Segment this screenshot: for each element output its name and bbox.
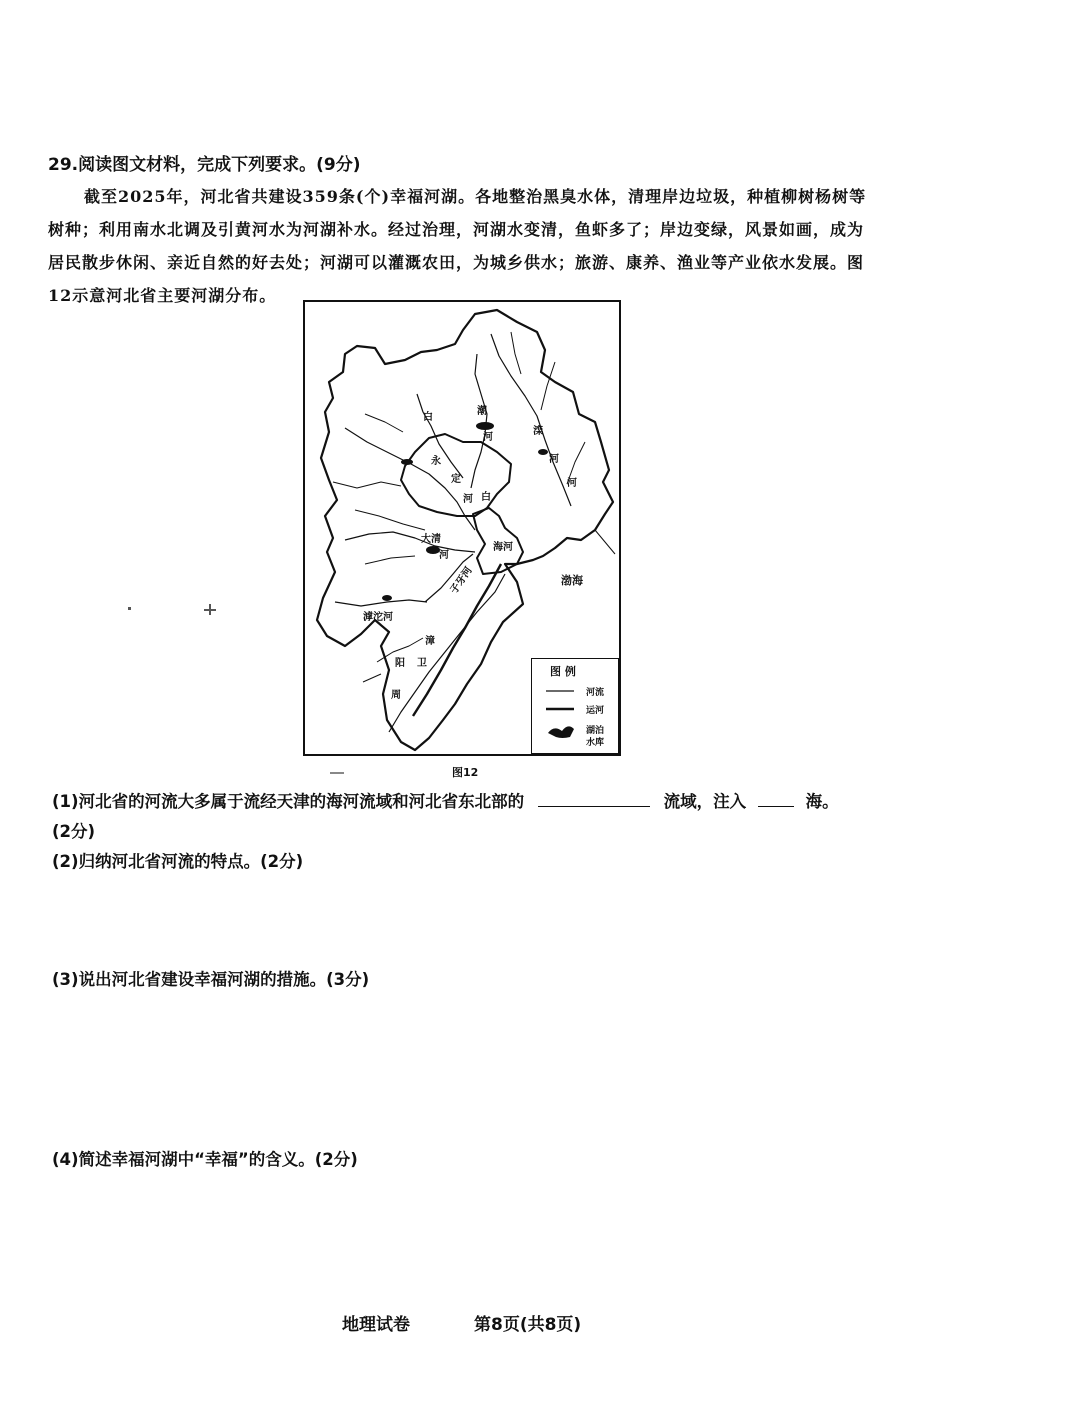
river-chao — [471, 354, 487, 488]
coastline-detail — [595, 530, 615, 554]
q1-text-c: 海。 — [805, 792, 839, 811]
legend-reservoir: 水库 — [586, 738, 605, 748]
river-luan — [491, 334, 571, 506]
map-label-yang: 阳 — [395, 658, 405, 669]
reservoir-gangnan — [382, 595, 392, 601]
map-label-daqing: 大清 — [421, 534, 441, 545]
river-zhangwei — [389, 574, 505, 732]
river-daqing — [345, 532, 475, 552]
legend-title: 图 例 — [550, 665, 576, 678]
map-legend — [531, 658, 619, 754]
map-label-he2: 河 — [549, 454, 559, 465]
footer-page: 第8页(共8页) — [474, 1315, 582, 1335]
footer-subject: 地理试卷 — [342, 1315, 410, 1335]
sub-question-4: (4)简述幸福河湖中“幸福”的含义。(2分) — [52, 1150, 358, 1169]
map-label-chao: 潮 — [477, 406, 487, 417]
map-label-he3: 河 — [567, 478, 577, 489]
sub-question-1-score: (2分) — [52, 822, 96, 841]
legend-lake: 湖泊 — [586, 726, 605, 736]
river-fuyang — [363, 638, 423, 682]
paragraph-text: 截至2025年，河北省共建设359条(个)幸福河湖。各地整治黑臭水体，清理岸边垃圾，种植柳树杨树等树种；利用南水北调及引黄河水为河湖补水。经过治理，河湖水变清，鱼虾多了；岸边变绿，风景如画，成为居民散步休闲、亲近自然的好去处；河湖可以灌溉农田，为城乡供水；旅游、康养、渔业等产业依水发展。图12示意河北省主要河湖分布。 — [48, 187, 867, 305]
q1-text-a: (1)河北省的河流大多属于流经天津的海河流域和河北省东北部的 — [52, 792, 525, 811]
hebei-river-map — [303, 300, 621, 756]
map-label-bai: 白 — [423, 412, 433, 423]
map-label-he5: 河 — [439, 550, 449, 561]
map-label-zhang: 漳 — [425, 636, 435, 647]
sub-question-3: (3)说出河北省建设幸福河湖的措施。(3分) — [52, 970, 370, 989]
reservoir-panjiakou — [538, 449, 548, 455]
sub-question-1 — [52, 788, 839, 812]
legend-canal: 运河 — [586, 706, 605, 716]
question-heading: 29.阅读图文材料，完成下列要求。(9分) — [48, 155, 361, 175]
map-label-ding: 定 — [451, 474, 461, 485]
map-label-bohai: 渤海 — [561, 574, 583, 587]
scan-speck — [128, 607, 131, 610]
figure-caption: 图12 — [452, 766, 479, 779]
scan-speck — [209, 604, 211, 615]
q1-blank-basin[interactable] — [538, 792, 650, 807]
map-label-he4: 河 — [463, 494, 473, 505]
map-label-hutuohe: 滹沱河 — [363, 612, 393, 623]
reservoir-guanting — [401, 459, 413, 465]
map-label-wei: 卫 — [417, 658, 427, 669]
river-yongding-branch — [333, 414, 403, 488]
map-label-ziyahe: 子牙河 — [448, 565, 475, 597]
map-label-luan: 滦 — [533, 426, 543, 437]
sub-question-2: (2)归纳河北省河流的特点。(2分) — [52, 852, 304, 871]
scan-speck — [330, 772, 344, 774]
legend-symbols — [532, 659, 620, 755]
river-hutuo — [335, 600, 427, 606]
q1-text-b: 流域，注入 — [663, 792, 747, 811]
question-paragraph — [48, 180, 878, 312]
legend-river: 河流 — [586, 688, 605, 698]
lake-baiyangdian — [426, 546, 440, 554]
q1-blank-sea[interactable] — [758, 792, 794, 807]
map-label-haihe: 海河 — [493, 542, 513, 553]
map-label-zhou: 周 — [391, 690, 401, 701]
map-label-he1: 河 — [483, 432, 493, 443]
map-label-bai2: 白 — [481, 492, 491, 503]
map-label-yong: 永 — [431, 456, 441, 467]
river-daqing-branch — [355, 510, 425, 564]
river-luan-branch — [511, 332, 585, 484]
